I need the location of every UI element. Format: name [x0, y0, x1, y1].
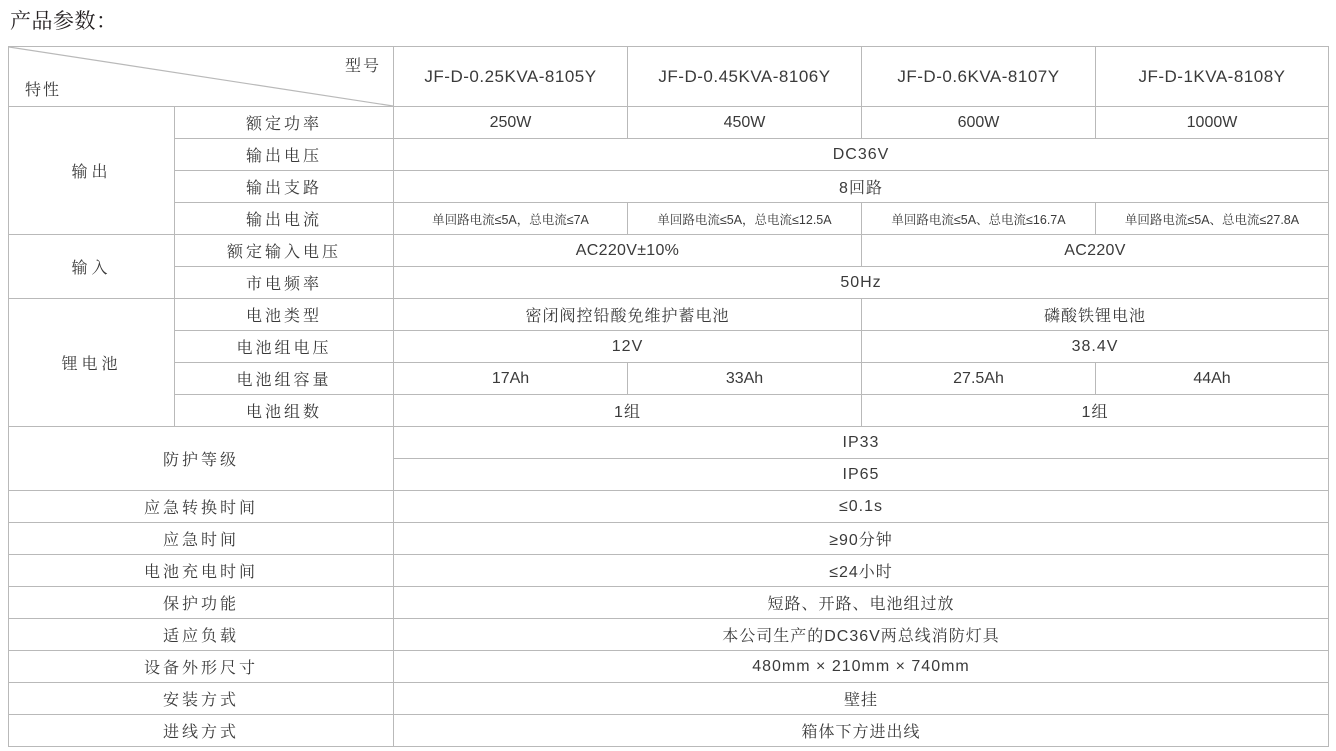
table-row-dimensions [9, 651, 1329, 683]
header-model-1: JF-D-0.25KVA-8105Y [394, 47, 628, 107]
row-label-applicable-load: 适应负载 [9, 619, 394, 651]
row-label-wiring: 进线方式 [9, 715, 394, 747]
row-label-rated-power: 额定功率 [175, 107, 394, 139]
table-row-mains-frequency [9, 267, 1329, 299]
table-header-row [9, 47, 1329, 107]
header-corner-cell [9, 47, 394, 107]
value-battery-pack-count-1: 1组 [394, 395, 862, 427]
table-row-battery-pack-count [9, 395, 1329, 427]
table-row-battery-type [9, 299, 1329, 331]
value-protection-grade-2: IP65 [394, 459, 1329, 491]
table-row-emergency-time [9, 523, 1329, 555]
header-model-label: 型号 [344, 58, 381, 75]
value-dimensions: 480mm × 210mm × 740mm [394, 651, 1329, 683]
table-row-installation [9, 683, 1329, 715]
value-rated-power-4: 1000W [1096, 107, 1329, 139]
table-row-output-branch [9, 171, 1329, 203]
row-label-emergency-time: 应急时间 [9, 523, 394, 555]
value-output-voltage: DC36V [394, 139, 1329, 171]
value-battery-pack-capacity-3: 27.5Ah [862, 363, 1096, 395]
value-output-branch: 8回路 [394, 171, 1329, 203]
value-battery-pack-voltage-1: 12V [394, 331, 862, 363]
value-output-current-2: 单回路电流≤5A，总电流≤12.5A [628, 203, 862, 235]
row-label-protection-function: 保护功能 [9, 587, 394, 619]
table-row-battery-pack-capacity [9, 363, 1329, 395]
table-row-battery-pack-voltage [9, 331, 1329, 363]
group-label-battery: 锂电池 [9, 299, 175, 427]
value-charge-time: ≤24小时 [394, 555, 1329, 587]
value-output-current-3: 单回路电流≤5A、总电流≤16.7A [862, 203, 1096, 235]
value-output-current-1: 单回路电流≤5A，总电流≤7A [394, 203, 628, 235]
value-protection-function: 短路、开路、电池组过放 [394, 587, 1329, 619]
value-protection-grade-1: IP33 [394, 427, 1329, 459]
row-label-output-voltage: 输出电压 [175, 139, 394, 171]
value-mains-frequency: 50Hz [394, 267, 1329, 299]
table-row-protection-grade-1 [9, 427, 1329, 459]
page-title: 产品参数： [10, 10, 118, 33]
table-row-output-current [9, 203, 1329, 235]
row-label-output-branch: 输出支路 [175, 171, 394, 203]
row-label-rated-input-voltage: 额定输入电压 [175, 235, 394, 267]
value-switch-time: ≤0.1s [394, 491, 1329, 523]
value-rated-input-voltage-2: AC220V [862, 235, 1329, 267]
header-model-4: JF-D-1KVA-8108Y [1096, 47, 1329, 107]
row-label-battery-pack-voltage: 电池组电压 [175, 331, 394, 363]
value-battery-pack-capacity-4: 44Ah [1096, 363, 1329, 395]
value-battery-type-1: 密闭阀控铅酸免维护蓄电池 [394, 299, 862, 331]
row-label-battery-pack-capacity: 电池组容量 [175, 363, 394, 395]
table-row-protection-function [9, 587, 1329, 619]
row-label-protection-grade: 防护等级 [9, 427, 394, 491]
diagonal-divider-icon [9, 47, 393, 106]
value-rated-power-3: 600W [862, 107, 1096, 139]
group-label-input: 输入 [9, 235, 175, 299]
header-model-3: JF-D-0.6KVA-8107Y [862, 47, 1096, 107]
row-label-battery-pack-count: 电池组数 [175, 395, 394, 427]
value-emergency-time: ≥90分钟 [394, 523, 1329, 555]
spec-table [8, 46, 1329, 747]
value-rated-power-1: 250W [394, 107, 628, 139]
row-label-output-current: 输出电流 [175, 203, 394, 235]
row-label-charge-time: 电池充电时间 [9, 555, 394, 587]
value-wiring: 箱体下方进出线 [394, 715, 1329, 747]
group-label-output: 输出 [9, 107, 175, 235]
table-row-charge-time [9, 555, 1329, 587]
table-row-output-voltage [9, 139, 1329, 171]
table-row-wiring [9, 715, 1329, 747]
value-installation: 壁挂 [394, 683, 1329, 715]
row-label-installation: 安装方式 [9, 683, 394, 715]
value-battery-pack-count-2: 1组 [862, 395, 1329, 427]
header-feature-label: 特性 [25, 82, 62, 99]
table-row-rated-input-voltage [9, 235, 1329, 267]
value-battery-pack-voltage-2: 38.4V [862, 331, 1329, 363]
value-battery-type-2: 磷酸铁锂电池 [862, 299, 1329, 331]
row-label-mains-frequency: 市电频率 [175, 267, 394, 299]
value-battery-pack-capacity-2: 33Ah [628, 363, 862, 395]
header-model-2: JF-D-0.45KVA-8106Y [628, 47, 862, 107]
table-row-switch-time [9, 491, 1329, 523]
value-battery-pack-capacity-1: 17Ah [394, 363, 628, 395]
row-label-battery-type: 电池类型 [175, 299, 394, 331]
table-row-rated-power [9, 107, 1329, 139]
row-label-dimensions: 设备外形尺寸 [9, 651, 394, 683]
value-rated-input-voltage-1: AC220V±10% [394, 235, 862, 267]
value-rated-power-2: 450W [628, 107, 862, 139]
value-output-current-4: 单回路电流≤5A、总电流≤27.8A [1096, 203, 1329, 235]
value-applicable-load: 本公司生产的DC36V两总线消防灯具 [394, 619, 1329, 651]
row-label-switch-time: 应急转换时间 [9, 491, 394, 523]
table-row-applicable-load [9, 619, 1329, 651]
